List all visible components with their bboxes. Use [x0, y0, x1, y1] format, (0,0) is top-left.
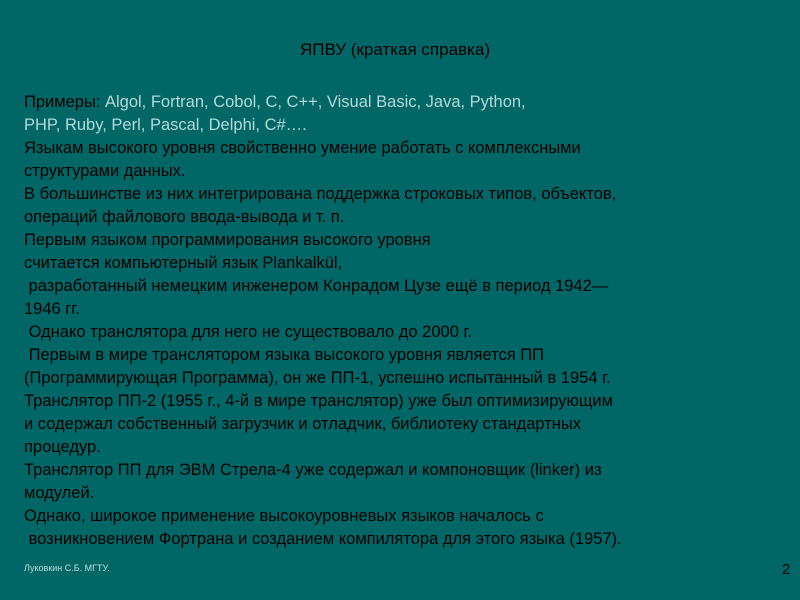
- slide-title: ЯПВУ (краткая справка): [300, 40, 490, 59]
- examples-list-part-2: PHP, Ruby, Perl, Pascal, Delphi, C#….: [24, 116, 307, 134]
- body-line-15: Транслятор ПП для ЭВМ Стрела-4 уже содержал и компоновщик (linker) из: [24, 461, 602, 479]
- body-line-7: разработанный немецким инженером Конрадом Цузе ещё в период 1942—: [24, 277, 609, 295]
- body-line-3: В большинстве из них интегрирована поддержка строковых типов, объектов,: [24, 185, 617, 203]
- body-line-12: Транслятор ПП-2 (1955 г., 4-й в мире транслятор) уже был оптимизирующим: [24, 392, 613, 410]
- examples-prefix: Примеры:: [24, 93, 105, 111]
- body-line-14: процедур.: [24, 438, 101, 456]
- body-line-4: операций файлового ввода-вывода и т. п.: [24, 208, 345, 226]
- examples-list-part-1: Algol, Fortran, Cobol, C, C++, Visual Basic, Java, Python,: [104, 93, 526, 111]
- body-line-16: модулей.: [24, 484, 95, 502]
- body-line-1: Языкам высокого уровня свойственно умение работать с комплексными: [24, 139, 581, 157]
- body-line-13: и содержал собственный загрузчик и отладчик, библиотеку стандартных: [24, 415, 581, 433]
- body-line-9: Однако транслятора для него не существовало до 2000 г.: [24, 323, 473, 341]
- body-line-11: (Программирующая Программа), он же ПП-1, успешно испытанный в 1954 г.: [24, 369, 611, 387]
- footer-author: Луковкин С.Б. МГТУ.: [24, 563, 110, 573]
- body-line-17: Однако, широкое применение высокоуровневых языков началось с: [24, 507, 544, 525]
- body-line-2: структурами данных.: [24, 162, 186, 180]
- page-number: 2: [782, 561, 791, 578]
- body-line-5: Первым языком программирования высокого уровня: [24, 231, 431, 249]
- body-line-18: возникновением Фортрана и созданием компилятора для этого языка (1957).: [24, 530, 622, 548]
- slide-body: [24, 91, 774, 551]
- examples-line: [24, 91, 774, 114]
- body-line-6: считается компьютерный язык Plankalkül,: [24, 254, 343, 272]
- body-line-10: Первым в мире транслятором языка высокого уровня является ПП: [24, 346, 544, 364]
- body-line-8: 1946 гг.: [24, 300, 80, 318]
